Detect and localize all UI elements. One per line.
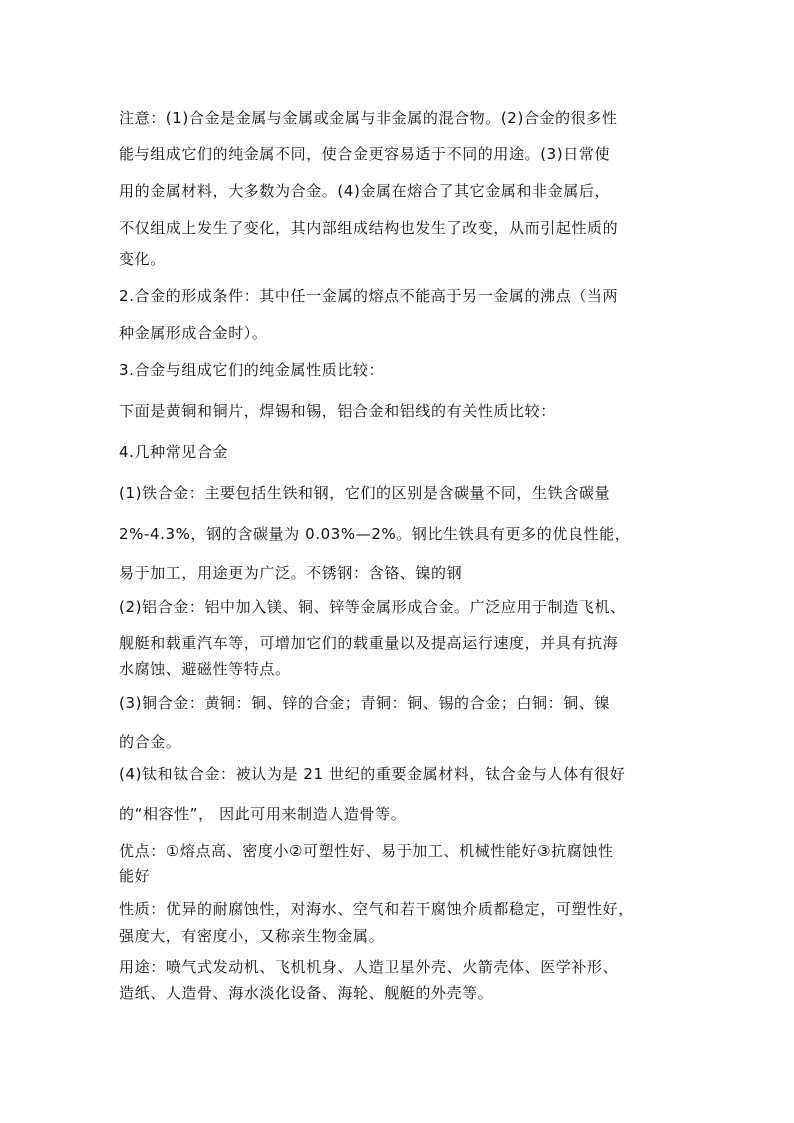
- text-line: 下面是黄铜和铜片，焊锡和锡，铝合金和铝线的有关性质比较：: [119, 402, 556, 420]
- text-line: 易于加工，用途更为广泛。不锈钢：含铬、镍的钢: [119, 564, 463, 582]
- text-line: 2.合金的形成条件：其中任一金属的熔点不能高于另一金属的沸点（当两: [119, 287, 619, 305]
- text-line: (2)铝合金：铝中加入镁、铜、锌等金属形成合金。广泛应用于制造飞机、: [119, 598, 626, 616]
- text-line: 能与组成它们的纯金属不同，使合金更容易适于不同的用途。(3)日常使: [119, 145, 611, 163]
- section-heading: 4.几种常见合金: [119, 443, 229, 461]
- text-line: 用途：喷气式发动机、飞机机身、人造卫星外壳、火箭壳体、医学补形、: [119, 958, 619, 976]
- text-line: (4)钛和钛合金：被认为是 21 世纪的重要金属材料，钛合金与人体有很好: [119, 765, 626, 783]
- text-line: 水腐蚀、避磁性等特点。: [119, 660, 291, 678]
- text-line: (3)铜合金：黄铜：铜、锌的合金；青铜：铜、锡的合金；白铜：铜、镍: [119, 694, 611, 712]
- text-line: 性质：优异的耐腐蚀性，对海水、空气和若干腐蚀介质都稳定，可塑性好，: [119, 900, 634, 918]
- text-line: 变化。: [119, 250, 166, 268]
- text-line: (1)铁合金：主要包括生铁和钢，它们的区别是含碳量不同，生铁含碳量: [119, 484, 611, 502]
- text-line: 2%-4.3%，钢的含碳量为 0.03%—2%。钢比生铁具有更多的优良性能，: [119, 525, 631, 543]
- text-line: 能好: [119, 867, 151, 885]
- text-line: 不仅组成上发生了变化，其内部组成结构也发生了改变，从而引起性质的: [119, 219, 619, 237]
- text-line: 造纸、人造骨、海水淡化设备、海轮、舰艇的外壳等。: [119, 984, 494, 1002]
- text-line: 注意：(1)合金是金属与金属或金属与非金属的混合物。(2)合金的很多性: [119, 109, 618, 127]
- text-line: 优点：①熔点高、密度小②可塑性好、易于加工、机械性能好③抗腐蚀性: [119, 842, 614, 860]
- text-line: 的合金。: [119, 733, 182, 751]
- text-line: 用的金属材料，大多数为合金。(4)金属在熔合了其它金属和非金属后，: [119, 182, 611, 200]
- text-line: 强度大，有密度小，又称亲生物金属。: [119, 927, 385, 945]
- text-line: 的“相容性”， 因此可用来制造人造骨等。: [119, 805, 407, 823]
- text-line: 3.合金与组成它们的纯金属性质比较：: [119, 361, 385, 379]
- text-line: 种金属形成合金时）。: [119, 324, 268, 342]
- text-line: 舰艇和载重汽车等，可增加它们的载重量以及提高运行速度，并具有抗海: [119, 634, 619, 652]
